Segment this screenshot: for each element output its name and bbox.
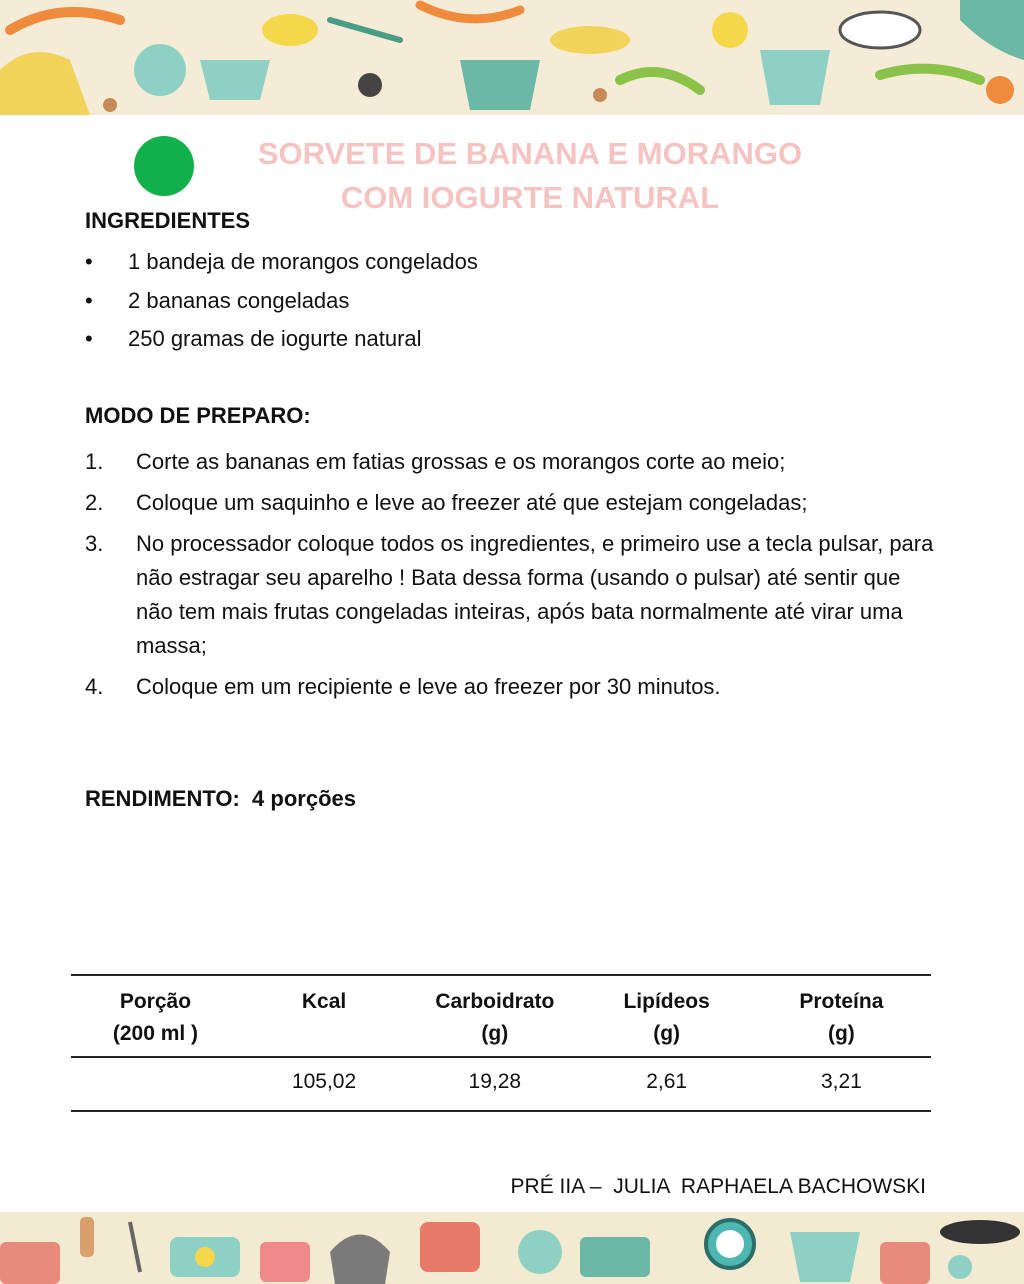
ingredients-list <box>85 244 478 360</box>
ingredient-text: 2 bananas congeladas <box>128 287 350 313</box>
recipe-title-line2: COM IOGURTE NATURAL <box>340 180 720 215</box>
header-kcal <box>240 975 408 1057</box>
table-header-row <box>71 975 931 1057</box>
method-step <box>85 445 905 479</box>
ingredient-text: 250 gramas de iogurte natural <box>128 326 422 351</box>
header-line: (g) <box>481 1022 509 1045</box>
cell-portion <box>71 1057 240 1111</box>
header-line: (g) <box>653 1022 681 1045</box>
cell-lipids: 2,61 <box>646 1070 688 1093</box>
method-step <box>85 527 936 663</box>
cell-kcal: 105,02 <box>291 1070 357 1093</box>
step-number: 4. <box>85 674 104 699</box>
header-line: Carboidrato <box>435 990 555 1013</box>
step-number: 2. <box>85 490 104 515</box>
header-protein <box>752 975 931 1057</box>
table-row <box>71 1057 931 1111</box>
step-text: Coloque um saquinho e leve ao freezer até que estejam congeladas; <box>136 490 808 515</box>
top-kitchen-banner <box>0 0 1024 115</box>
method-heading: MODO DE PREPARO: <box>85 403 311 428</box>
header-line: Lipídeos <box>623 990 710 1013</box>
header-line: Kcal <box>301 990 347 1013</box>
green-status-dot <box>134 136 194 196</box>
bullet-icon: • <box>85 249 93 274</box>
recipe-title <box>230 132 830 220</box>
author-credit: PRÉ IIA – JULIA RAPHAELA BACHOWSKI <box>510 1175 926 1198</box>
method-step <box>85 486 826 520</box>
recipe-title-line1: SORVETE DE BANANA E MORANGO <box>257 136 803 171</box>
ingredient-item <box>85 321 478 360</box>
ingredient-item <box>85 244 478 283</box>
method-step <box>85 670 905 704</box>
header-lipids <box>581 975 751 1057</box>
kitchen-pattern-icon <box>0 0 1024 115</box>
bullet-icon: • <box>85 326 93 351</box>
header-line: (200 ml ) <box>112 1022 199 1045</box>
step-text: Coloque em um recipiente e leve ao freezer por 30 minutos. <box>136 674 721 699</box>
header-line: Proteína <box>799 990 884 1013</box>
header-line: (g) <box>827 1022 855 1045</box>
cell-protein: 3,21 <box>820 1070 862 1093</box>
step-text: No processador coloque todos os ingredientes, e primeiro use a tecla pulsar, para não estragar seu aparelho ! Bata dessa forma (usando o pulsar) até sentir que não tem mais frutas congeladas inteiras, após bata normalmente até virar uma massa; <box>136 531 934 658</box>
header-portion <box>71 975 240 1057</box>
nutrition-table <box>71 974 931 1112</box>
ingredients-heading: INGREDIENTES <box>85 208 251 233</box>
step-number: 3. <box>85 531 104 556</box>
bottom-kitchen-banner <box>0 1212 1024 1284</box>
step-number: 1. <box>85 449 104 474</box>
retro-kitchen-pattern-icon <box>0 1212 1024 1284</box>
method-steps-list <box>85 445 934 711</box>
header-carbs <box>408 975 581 1057</box>
yield-text: RENDIMENTO: 4 porções <box>85 786 356 811</box>
bullet-icon: • <box>85 287 93 313</box>
cell-carbs: 19,28 <box>468 1070 522 1093</box>
ingredient-item <box>85 283 478 322</box>
header-line: Porção <box>119 990 192 1013</box>
step-text: Corte as bananas em fatias grossas e os morangos corte ao meio; <box>136 449 786 474</box>
ingredient-text: 1 bandeja de morangos congelados <box>128 249 478 274</box>
